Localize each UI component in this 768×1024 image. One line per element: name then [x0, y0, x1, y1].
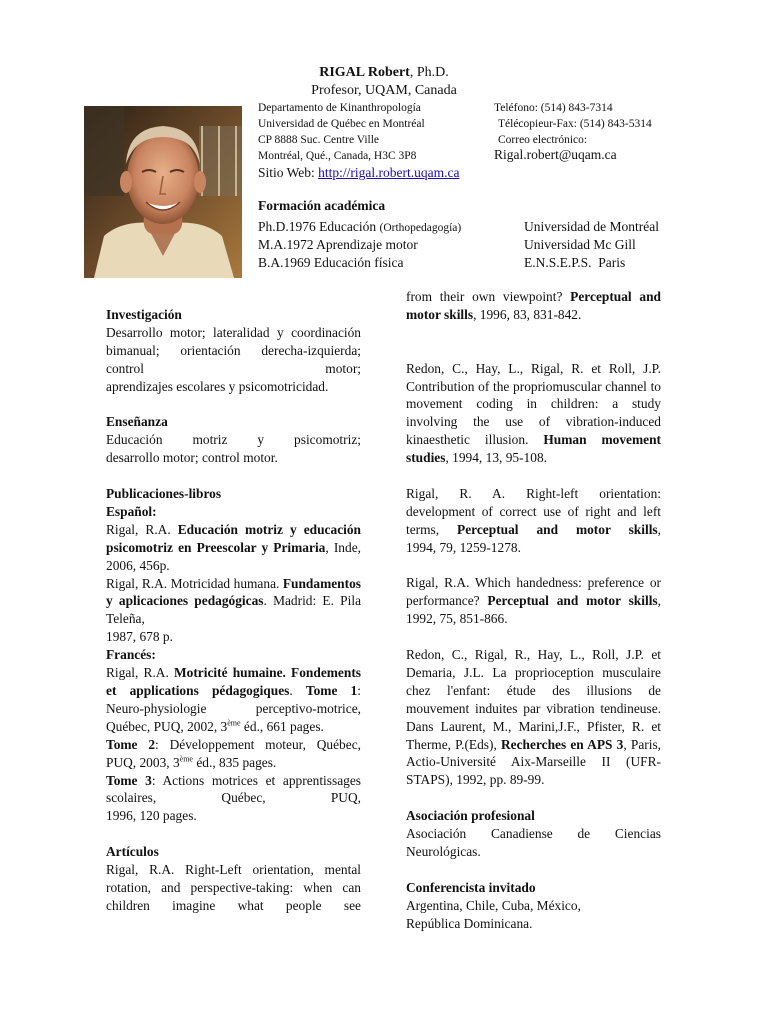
journal-title: Human movement studies: [406, 432, 661, 466]
person-degree: , Ph.D.: [409, 65, 449, 80]
tome-details: : Développement moteur, Québec, PUQ, 2003, 3: [106, 736, 361, 770]
email-label: Correo electrónico:: [498, 134, 588, 146]
book-author: Rigal, R.A. Motricidad humana.: [106, 575, 283, 591]
tome-label: Tome 1: [305, 683, 358, 698]
subheading-frances: [106, 646, 361, 664]
book-details: , Inde, 2006, 456p.: [106, 539, 361, 573]
article-details: ,: [657, 521, 661, 537]
article-text: Rigal, R.A. Which handedness: preference or performance?: [406, 575, 661, 609]
superscript: ème: [179, 754, 193, 764]
section-heading-asociacion: [406, 807, 661, 825]
article-entry: [406, 574, 661, 628]
portrait-photo: [84, 106, 242, 278]
education-school: Universidad Mc Gill: [524, 237, 636, 252]
tome-label: Tome 2: [106, 736, 156, 752]
book-author: Rigal, R.A.: [106, 665, 174, 681]
heading-text: Francés:: [106, 647, 156, 663]
tome-details: : Neuro-physiologie perceptivo-motrice, Québec, PUQ, 2002, 3: [106, 683, 361, 734]
section-heading-conferencista: [406, 879, 661, 897]
heading-text: Español:: [106, 503, 157, 519]
article-entry: [406, 288, 661, 324]
degree-note: (Orthopedagogía): [379, 222, 462, 234]
website-label: Sitio Web:: [258, 165, 315, 180]
article-entry: Rigal, R.A. Right-Left orientation, mental rotation, and perspective-taking: when can children imagine what people see: [106, 862, 361, 913]
heading-text: Enseñanza: [106, 414, 168, 430]
article-entry: [406, 360, 661, 467]
journal-title: Recherches en APS 3: [501, 736, 624, 752]
article-details: , 1992, 75, 851-866.: [406, 593, 661, 627]
website-line: [258, 164, 460, 182]
section-heading-publicaciones: [106, 485, 361, 503]
section-heading-investigacion: [106, 306, 361, 324]
heading-text: Conferencista invitado: [406, 879, 536, 895]
address-block: [258, 100, 425, 164]
education-heading: Formación académica: [258, 198, 386, 213]
tome-entry: [106, 772, 361, 808]
investigacion-text: aprendizajes escolares y psicomotricidad.: [106, 378, 329, 394]
address-line: CP 8888 Suc. Centre Ville: [258, 134, 380, 146]
heading-text: Investigación: [106, 307, 182, 322]
person-title: Profesor, UQAM, Canada: [311, 83, 457, 98]
book-title: Educación motriz y educación psicomotriz en Preescolar y Primaria: [106, 521, 361, 555]
degree-text: Ph.D.1976 Educación: [258, 219, 377, 234]
address-line: Montréal, Qué., Canada, H3C 3P8: [258, 150, 417, 162]
book-entry: [106, 664, 361, 736]
cv-name-line: [0, 64, 768, 82]
book-title: Motricité humaine. Fondements et applications pédagogiques: [106, 665, 361, 698]
left-column: [106, 306, 361, 915]
asociacion-text: Asociación Canadiense de Ciencias: [406, 826, 661, 842]
book-details: . Madrid: E. Pila Teleña,: [106, 593, 362, 627]
tome-details: : Actions motrices et apprentissages scolaires, Québec, PUQ,: [106, 772, 361, 806]
article-text: Rigal, R. A. Right-left orientation: development of correct use of right and left terms,: [406, 485, 661, 537]
journal-title: Perceptual and motor skills: [457, 521, 658, 537]
journal-title: Perceptual and motor skills: [406, 289, 661, 322]
section-heading-articulos: [106, 843, 361, 861]
education-school: Universidad de Montréal: [524, 219, 659, 234]
address-line: Universidad de Québec en Montréal: [258, 118, 425, 130]
tome-label: Tome 3: [106, 772, 152, 788]
section-heading-ensenanza: [106, 413, 361, 431]
book-details: .: [289, 683, 306, 698]
article-entry: [406, 646, 661, 771]
book-details: 1987, 678 p.: [106, 629, 173, 645]
journal-title: Perceptual and motor skills: [487, 593, 658, 609]
education-degree: [258, 218, 461, 237]
book-title: Fundamentos y aplicaciones pedagógicas: [106, 575, 361, 609]
book-entry: [106, 521, 361, 575]
article-text: from their own viewpoint?: [406, 289, 571, 304]
superscript: ème: [227, 718, 241, 728]
heading-text: Asociación profesional: [406, 808, 535, 824]
article-text: Redon, C., Hay, L., Rigal, R. et Roll, J.P. Contribution of the propriomuscular channel to movement coding in children: a study involving the use of vibration-induced kinaesthetic illusion.: [406, 360, 661, 448]
tome-details: 1996, 120 pages.: [106, 808, 197, 824]
education-degree: M.A.1972 Aprendizaje motor: [258, 237, 418, 252]
ensenanza-text: Educación motriz y psicomotriz;: [106, 432, 361, 448]
conferencista-text: Argentina, Chile, Cuba, México,: [406, 897, 581, 913]
fax-number: Télécopieur-Fax: (514) 843-5314: [498, 118, 652, 130]
education-school: E.N.S.E.P.S. Paris: [524, 255, 626, 270]
right-column: [406, 288, 661, 933]
subheading-espanol: [106, 503, 361, 521]
article-details: , 1994, 13, 95-108.: [445, 450, 547, 466]
heading-text: Publicaciones-libros: [106, 486, 222, 502]
book-entry: [106, 575, 361, 629]
education-degree: B.A.1969 Educación física: [258, 255, 404, 270]
person-name: RIGAL Robert: [319, 65, 410, 80]
article-details: , Paris, Actio-Université Aix-Marseille II (UFR-: [406, 736, 662, 770]
phone-number: Teléfono: (514) 843-7314: [494, 102, 613, 114]
ensenanza-text: desarrollo motor; control motor.: [106, 450, 278, 466]
article-details: , 1996, 83, 831-842.: [473, 306, 582, 322]
tome-details: éd., 661 pages.: [240, 718, 324, 734]
address-line: Departamento de Kinanthropología: [258, 102, 421, 114]
article-text: Redon, C., Rigal, R., Hay, L., Roll, J.P. et Demaria, J.L. La proprioception musculaire chez l'enfant: étude des illusions de mouvement induites par vibration tendineuse. Dans Laurent, M., Marini,J.F., Pfister, R. et Therme, P.(Eds),: [406, 647, 661, 752]
article-entry: [406, 485, 661, 539]
email-address[interactable]: Rigal.robert@uqam.ca: [494, 147, 617, 162]
investigacion-text: Desarrollo motor; lateralidad y coordinación bimanual; orientación derecha-izquierda; control motor;: [106, 324, 361, 376]
website-link[interactable]: http://rigal.robert.uqam.ca: [318, 165, 460, 180]
asociacion-text: Neurológicas.: [406, 844, 481, 859]
conferencista-text: República Dominicana.: [406, 915, 533, 931]
heading-text: Artículos: [106, 844, 159, 860]
book-author: Rigal, R.A.: [106, 521, 178, 537]
portrait-image: [84, 106, 242, 278]
article-details: STAPS), 1992, pp. 89-99.: [406, 772, 545, 788]
tome-entry: [106, 736, 361, 772]
tome-details: éd., 835 pages.: [192, 754, 277, 770]
article-details: 1994, 79, 1259-1278.: [406, 539, 521, 555]
